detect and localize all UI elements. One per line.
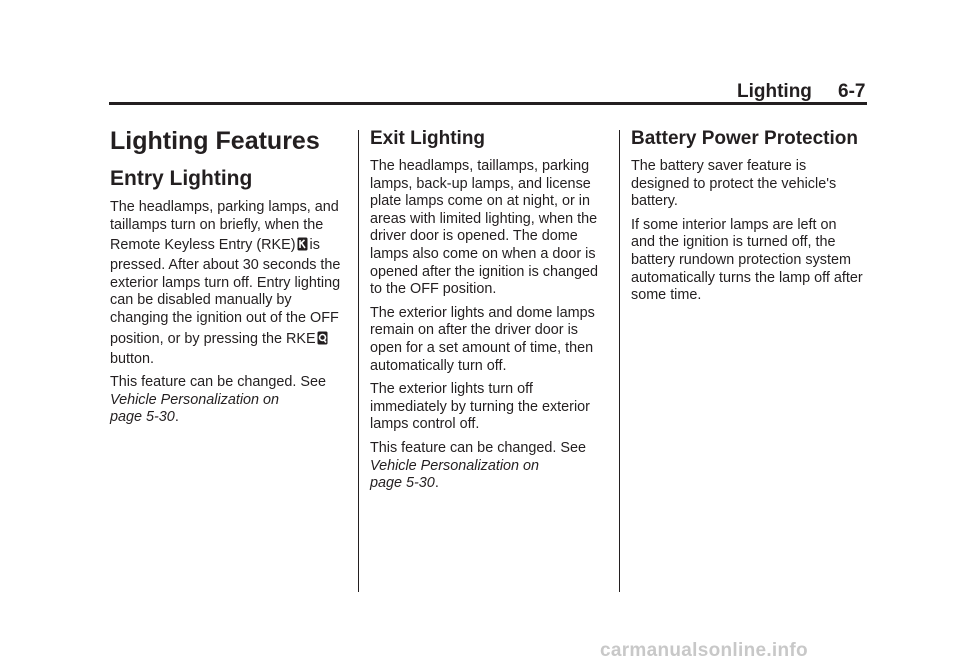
column-exit-lighting	[370, 126, 610, 499]
text-line: and the ignition is turned off, the	[631, 234, 836, 251]
text-line: open for a set amount of time, then	[370, 339, 594, 356]
column-entry-lighting	[110, 126, 350, 433]
text-line: taillamps turn on briefly, when the	[110, 216, 324, 233]
column-divider-1	[358, 130, 359, 592]
page-title: Lighting Features	[110, 127, 320, 155]
text-line	[370, 475, 610, 493]
exit-lighting-paragraph-2	[370, 305, 610, 375]
text-fragment: .	[174, 409, 179, 426]
text-line: automatically turn off.	[370, 357, 507, 374]
battery-paragraph-2	[631, 217, 876, 305]
text-line: can be disabled manually by	[110, 292, 292, 309]
text-line	[110, 328, 350, 351]
text-line: changing the ignition out of the OFF	[110, 309, 339, 326]
text-line: The headlamps, parking lamps, and	[110, 199, 339, 215]
cross-reference-page[interactable]: page 5-30	[370, 475, 435, 492]
column-divider-2	[619, 130, 620, 592]
personalization-note	[370, 440, 610, 493]
text-line: plate lamps come on at night, or in	[370, 193, 590, 210]
rke-lock-icon	[317, 331, 328, 345]
text-line: to the OFF position.	[370, 281, 497, 298]
watermark: carmanualsonline.info	[600, 640, 808, 661]
text-line: designed to protect the vehicle's	[631, 175, 837, 192]
cross-reference-page[interactable]: page 5-30	[110, 409, 175, 426]
cross-reference-link[interactable]: Vehicle Personalization on	[370, 457, 540, 474]
text-line: If some interior lamps are left on	[631, 216, 837, 233]
text-line: The exterior lights and dome lamps	[370, 304, 595, 321]
text-line: exterior lamps turn off. Entry lighting	[110, 274, 341, 291]
text-line: opened after the ignition is changed	[370, 263, 599, 280]
text-line: remain on after the driver door is	[370, 322, 578, 339]
text-line: battery rundown protection system	[631, 251, 851, 268]
section-heading-entry-lighting: Entry Lighting	[110, 167, 253, 190]
exit-lighting-paragraph-3	[370, 381, 610, 434]
text-line: driver door is opened. The dome	[370, 228, 578, 245]
text-fragment: position, or by pressing the RKE	[110, 330, 316, 347]
personalization-note	[110, 374, 350, 427]
column-battery-power-protection	[631, 126, 876, 311]
header-rule	[109, 102, 867, 105]
text-line: The exterior lights turn off	[370, 381, 533, 398]
text-line: battery.	[631, 193, 678, 210]
text-line: lamps, back-up lamps, and license	[370, 175, 591, 192]
text-line: The headlamps, taillamps, parking	[370, 158, 590, 174]
text-line: some time.	[631, 287, 702, 304]
text-line: button.	[110, 350, 155, 367]
exit-lighting-paragraph-1	[370, 158, 610, 299]
text-line: This feature can be changed. See	[370, 439, 587, 456]
entry-lighting-paragraph	[110, 199, 350, 368]
section-heading-exit-lighting: Exit Lighting	[370, 128, 486, 149]
text-line: pressed. After about 30 seconds the	[110, 257, 341, 274]
text-line	[110, 409, 350, 427]
rke-unlock-icon	[297, 237, 308, 251]
header-page-number: 6-7	[838, 81, 866, 102]
cross-reference-link[interactable]: Vehicle Personalization on	[110, 391, 280, 408]
text-fragment: .	[434, 475, 439, 492]
text-fragment: Remote Keyless Entry (RKE)	[110, 237, 296, 254]
text-fragment: is	[309, 237, 320, 254]
text-line: lamps control off.	[370, 416, 480, 433]
text-line: automatically turns the lamp off after	[631, 269, 863, 286]
section-heading-battery-power-protection: Battery Power Protection	[631, 128, 858, 149]
text-line	[110, 234, 350, 257]
header-section-title: Lighting	[737, 81, 812, 102]
text-line: lamps also come on when a door is	[370, 245, 596, 262]
text-line: This feature can be changed. See	[110, 374, 327, 391]
text-line: The battery saver feature is	[631, 158, 807, 174]
text-line: areas with limited lighting, when the	[370, 210, 598, 227]
text-line: immediately by turning the exterior	[370, 398, 590, 415]
battery-paragraph-1	[631, 158, 876, 211]
